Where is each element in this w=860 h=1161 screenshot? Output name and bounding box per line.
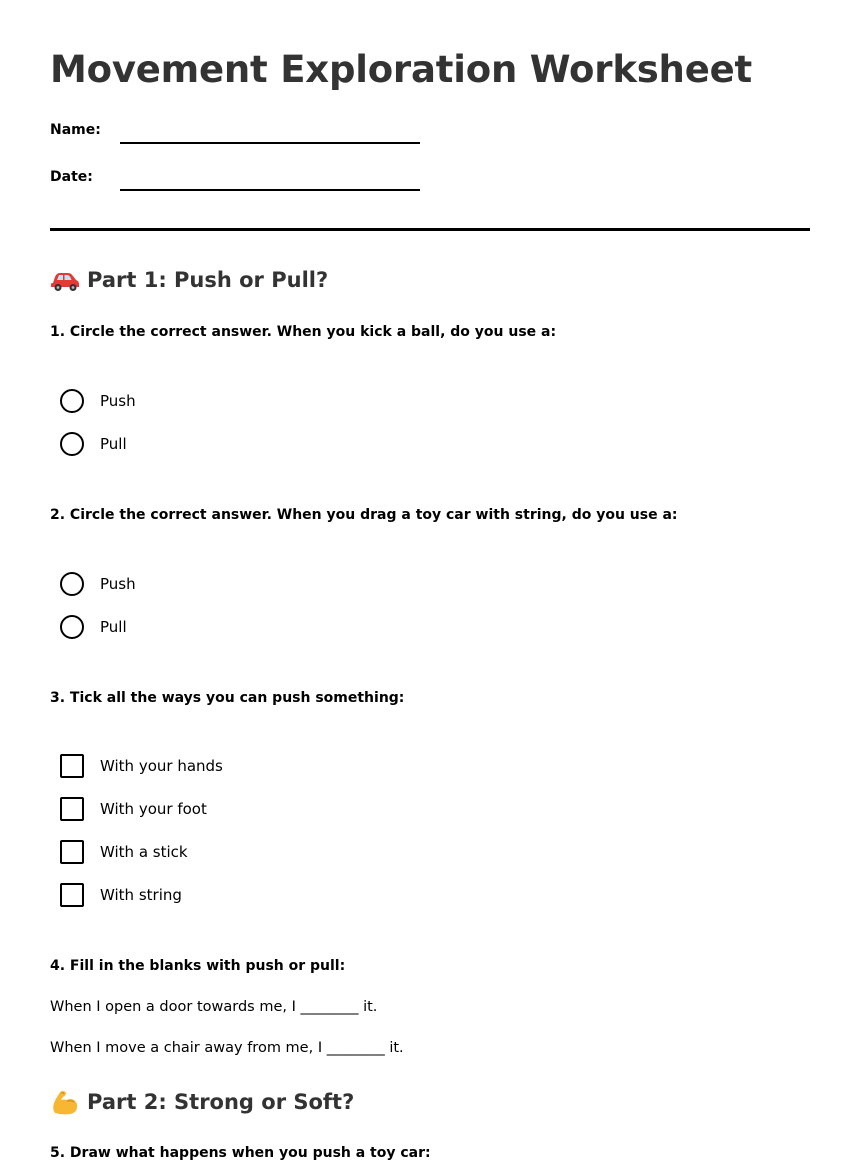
name-label: Name: <box>50 122 101 138</box>
date-line[interactable] <box>120 189 420 191</box>
radio-circle-icon[interactable] <box>60 389 84 413</box>
q2-option-push[interactable] <box>60 571 136 597</box>
flexed-biceps-icon <box>50 1089 80 1115</box>
q2-option-pull[interactable] <box>60 614 127 640</box>
page-title: Movement Exploration Worksheet <box>50 48 752 91</box>
q1-option-pull[interactable] <box>60 431 127 457</box>
fill-blank-sentence-2[interactable]: When I move a chair away from me, I ________ it. <box>50 1040 404 1056</box>
part2-heading <box>50 1089 354 1115</box>
name-field <box>50 122 450 152</box>
option-label: With your foot <box>100 800 207 818</box>
option-label: With your hands <box>100 757 223 775</box>
option-label: With a stick <box>100 843 188 861</box>
radio-circle-icon[interactable] <box>60 572 84 596</box>
option-label: With string <box>100 886 182 904</box>
divider <box>50 228 810 231</box>
checkbox-icon[interactable] <box>60 883 84 907</box>
radio-circle-icon[interactable] <box>60 615 84 639</box>
question-3: 3. Tick all the ways you can push something: <box>50 690 405 706</box>
option-label: Push <box>100 575 136 593</box>
question-4: 4. Fill in the blanks with push or pull: <box>50 958 346 974</box>
part2-title: Part 2: Strong or Soft? <box>87 1090 355 1114</box>
option-label: Pull <box>100 435 127 453</box>
checkbox-icon[interactable] <box>60 754 84 778</box>
radio-circle-icon[interactable] <box>60 432 84 456</box>
option-label: Push <box>100 392 136 410</box>
part1-heading <box>50 267 328 293</box>
part1-title: Part 1: Push or Pull? <box>87 268 329 292</box>
q3-option-hands[interactable] <box>60 753 223 779</box>
question-2: 2. Circle the correct answer. When you drag a toy car with string, do you use a: <box>50 507 678 523</box>
car-icon <box>50 267 80 293</box>
q3-option-string[interactable] <box>60 882 182 908</box>
checkbox-icon[interactable] <box>60 797 84 821</box>
q3-option-stick[interactable] <box>60 839 188 865</box>
q1-option-push[interactable] <box>60 388 136 414</box>
option-label: Pull <box>100 618 127 636</box>
question-1: 1. Circle the correct answer. When you kick a ball, do you use a: <box>50 324 557 340</box>
checkbox-icon[interactable] <box>60 840 84 864</box>
date-label: Date: <box>50 169 93 185</box>
question-5: 5. Draw what happens when you push a toy car: <box>50 1145 431 1161</box>
name-line[interactable] <box>120 142 420 144</box>
q3-option-foot[interactable] <box>60 796 207 822</box>
fill-blank-sentence-1[interactable]: When I open a door towards me, I ________ it. <box>50 999 378 1015</box>
date-field <box>50 169 450 199</box>
